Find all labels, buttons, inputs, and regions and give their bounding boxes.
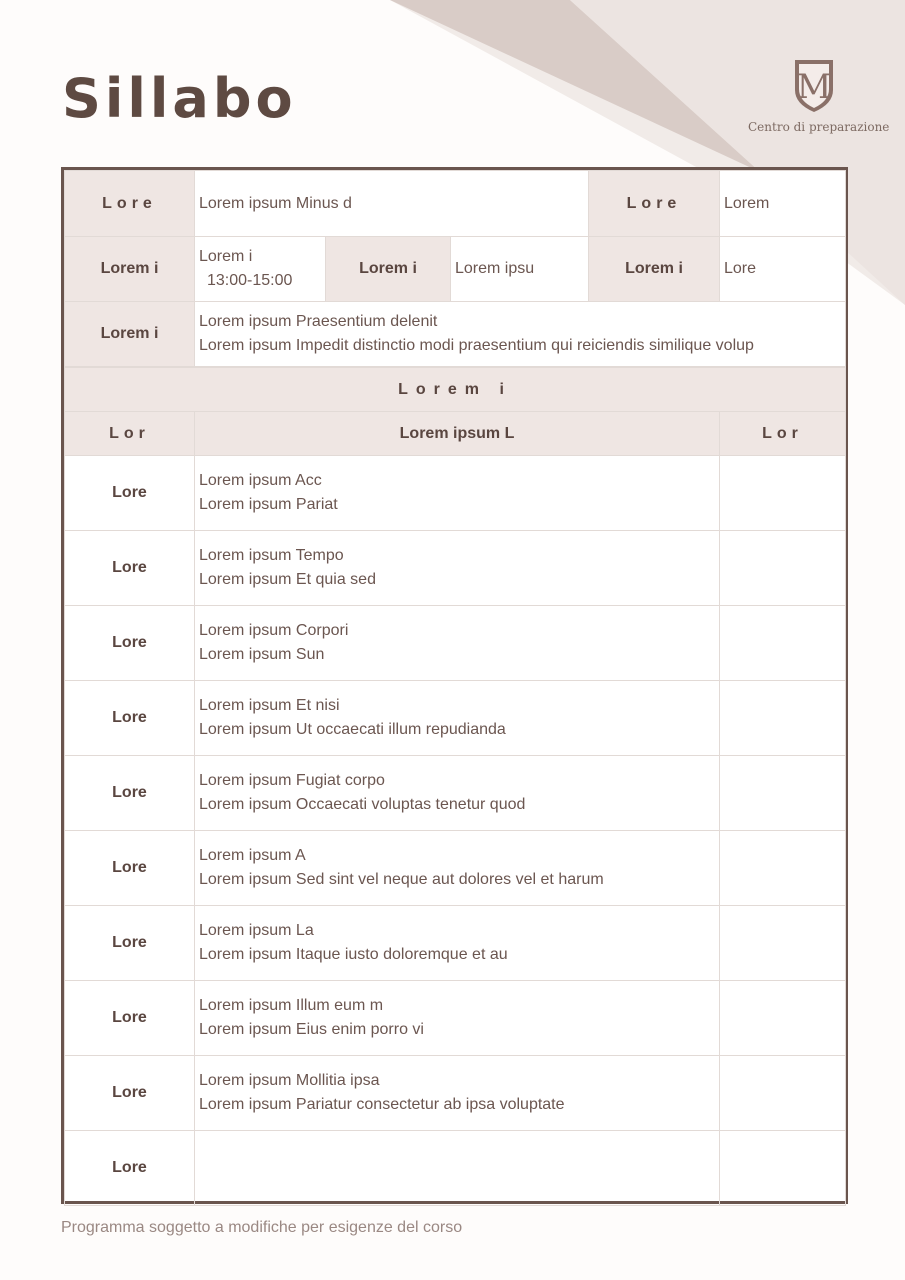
table-row xyxy=(65,531,846,606)
column-header: Lor xyxy=(720,412,846,456)
row-label: Lore xyxy=(65,531,195,606)
table-row xyxy=(65,981,846,1056)
row-content-line: Lorem ipsum Et nisi xyxy=(199,697,340,714)
row-note xyxy=(720,456,846,531)
info-value: Lorem xyxy=(720,171,846,237)
row-label: Lore xyxy=(65,831,195,906)
row-content-line: Lorem ipsum Itaque iusto doloremque et au xyxy=(199,946,508,963)
table-row xyxy=(65,606,846,681)
info-value-multiline xyxy=(195,302,846,367)
row-content xyxy=(195,606,720,681)
row-content xyxy=(195,756,720,831)
row-note xyxy=(720,681,846,756)
logo xyxy=(748,56,890,134)
row-content xyxy=(195,456,720,531)
row-content-line: Lorem ipsum Acc xyxy=(199,472,322,489)
info-value: Lorem ipsu xyxy=(451,237,589,302)
info-label: Lore xyxy=(589,171,720,237)
row-content xyxy=(195,681,720,756)
row-label: Lore xyxy=(65,1131,195,1206)
row-content-line: Lorem ipsum Pariat xyxy=(199,496,338,513)
row-note xyxy=(720,1056,846,1131)
row-note xyxy=(720,531,846,606)
row-label: Lore xyxy=(65,456,195,531)
row-content-line: Lorem ipsum Et quia sed xyxy=(199,571,376,588)
row-note xyxy=(720,1131,846,1206)
row-note xyxy=(720,981,846,1056)
table-row xyxy=(65,756,846,831)
logo-text: Centro di preparazione xyxy=(748,120,890,134)
row-label: Lore xyxy=(65,681,195,756)
row-content-line: Lorem ipsum Tempo xyxy=(199,547,344,564)
info-label: Lorem i xyxy=(65,302,195,367)
logo-shield-icon xyxy=(791,56,837,114)
info-value-line: Lorem i xyxy=(199,248,253,265)
row-content-line: Lorem ipsum Mollitia ipsa xyxy=(199,1072,380,1089)
column-header: Lor xyxy=(65,412,195,456)
row-note xyxy=(720,831,846,906)
row-content xyxy=(195,1131,720,1206)
info-label: Lorem i xyxy=(326,237,451,302)
row-content-line: Lorem ipsum Ut occaecati illum repudianda xyxy=(199,721,506,738)
row-note xyxy=(720,906,846,981)
row-label: Lore xyxy=(65,906,195,981)
info-label: Lorem i xyxy=(589,237,720,302)
row-label: Lore xyxy=(65,756,195,831)
table-row xyxy=(65,681,846,756)
info-value-time xyxy=(195,237,326,302)
table-row xyxy=(65,1131,846,1206)
row-content-line: Lorem ipsum Eius enim porro vi xyxy=(199,1021,424,1038)
row-content xyxy=(195,831,720,906)
info-value-line: Lorem ipsum Praesentium delenit xyxy=(199,313,438,330)
schedule-table xyxy=(64,367,846,1206)
row-content-line: Lorem ipsum Pariatur consectetur ab ipsa voluptate xyxy=(199,1096,565,1113)
table-row xyxy=(65,831,846,906)
logo-letter: M xyxy=(796,67,832,107)
row-content-line: Lorem ipsum Sun xyxy=(199,646,325,663)
section-title: Lorem i xyxy=(65,368,846,412)
syllabus-table-frame xyxy=(61,167,848,1204)
row-label: Lore xyxy=(65,1056,195,1131)
row-content xyxy=(195,981,720,1056)
row-content-line: Lorem ipsum Occaecati voluptas tenetur quod xyxy=(199,796,526,813)
table-row xyxy=(65,1056,846,1131)
info-value: Lore xyxy=(720,237,846,302)
row-content-line: Lorem ipsum Illum eum m xyxy=(199,997,384,1014)
info-label: Lore xyxy=(65,171,195,237)
page-title: Sillabo xyxy=(62,67,297,130)
row-content-line: Lorem ipsum Fugiat corpo xyxy=(199,772,385,789)
info-value: Lorem ipsum Minus d xyxy=(195,171,589,237)
info-row-2 xyxy=(65,237,846,302)
row-content xyxy=(195,531,720,606)
row-content-line: Lorem ipsum A xyxy=(199,847,306,864)
info-value-line: Lorem ipsum Impedit distinctio modi praesentium qui reiciendis similique volup xyxy=(199,337,754,354)
row-content xyxy=(195,1056,720,1131)
row-label: Lore xyxy=(65,606,195,681)
row-note xyxy=(720,606,846,681)
row-content-line: Lorem ipsum Sed sint vel neque aut dolores vel et harum xyxy=(199,871,604,888)
column-header-row xyxy=(65,412,846,456)
section-row xyxy=(65,368,846,412)
table-row xyxy=(65,906,846,981)
row-content-line: Lorem ipsum La xyxy=(199,922,314,939)
footer-note: Programma soggetto a modifiche per esigenze del corso xyxy=(61,1219,463,1236)
row-content xyxy=(195,906,720,981)
column-header: Lorem ipsum L xyxy=(195,412,720,456)
info-row-1 xyxy=(65,171,846,237)
table-row xyxy=(65,456,846,531)
info-value-line: 13:00-15:00 xyxy=(207,272,293,289)
row-label: Lore xyxy=(65,981,195,1056)
row-content-line: Lorem ipsum Corpori xyxy=(199,622,349,639)
info-row-3 xyxy=(65,302,846,367)
info-table xyxy=(64,170,846,367)
info-label: Lorem i xyxy=(65,237,195,302)
row-note xyxy=(720,756,846,831)
